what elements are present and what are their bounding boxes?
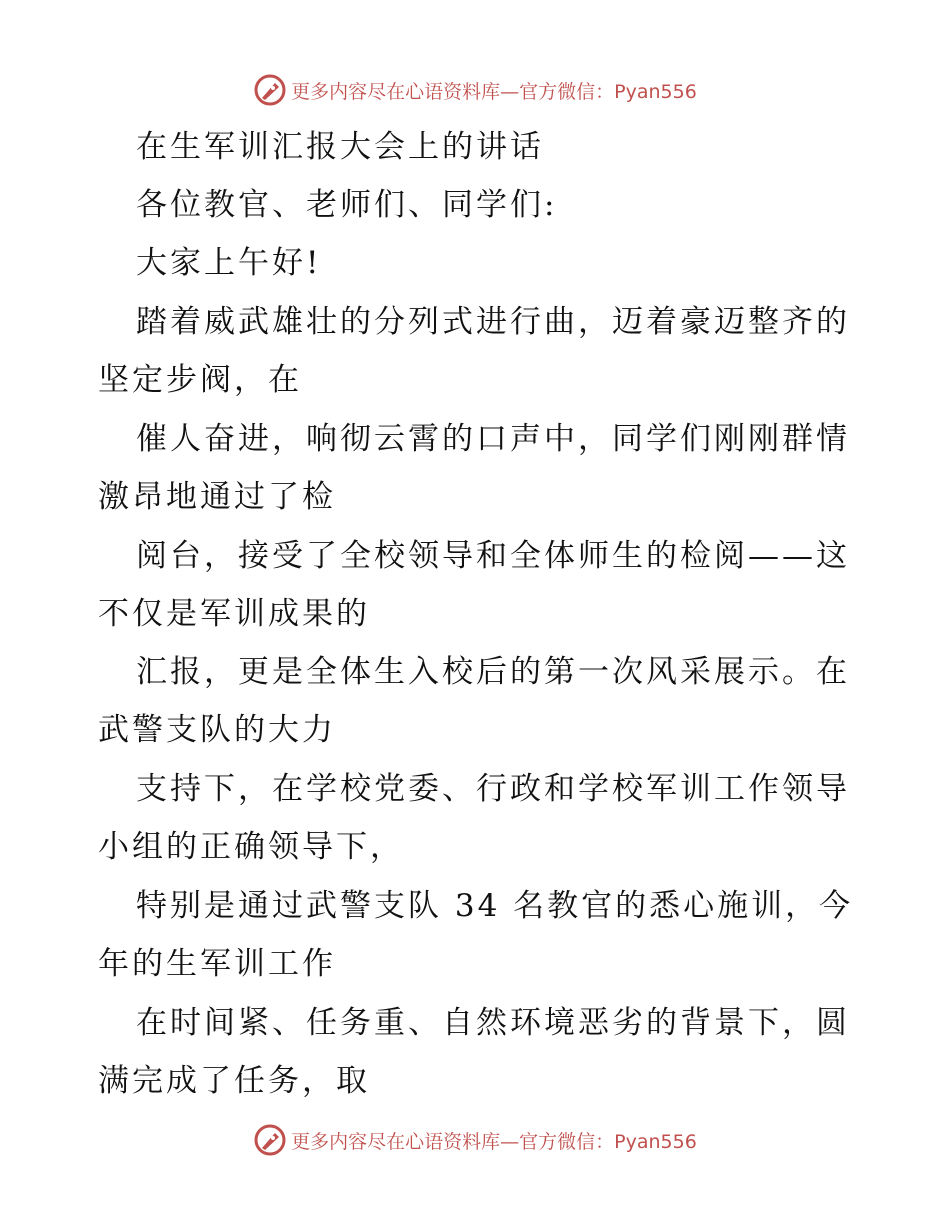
paragraph-line: 踏着威武雄壮的分列式进行曲，迈着豪迈整齐的 [136, 304, 850, 340]
banner-text: 更多内容尽在心语资料库—官方微信：Pyan556 [291, 1130, 697, 1153]
footer-banner [0, 1120, 950, 1160]
document-title: 在生军训汇报大会上的讲话 [136, 129, 544, 165]
wechat-id: Pyan556 [614, 80, 697, 103]
paragraph-line: 特别是通过武警支队 34 名教官的悉心施训，今 [136, 888, 854, 924]
header-banner [0, 70, 950, 110]
paragraph-line: 催人奋进，响彻云霄的口声中，同学们刚刚群情 [136, 421, 850, 457]
paragraph-line: 武警支队的大力 [98, 712, 336, 748]
salutation: 各位教官、老师们、同学们: [136, 187, 558, 223]
pen-nib-logo-icon [253, 73, 287, 107]
paragraph-line: 阅台，接受了全校领导和全体师生的检阅——这 [136, 538, 850, 574]
paragraph-line: 小组的正确领导下， [98, 829, 404, 865]
banner-text: 更多内容尽在心语资料库—官方微信：Pyan556 [291, 80, 697, 103]
pen-nib-logo-icon [253, 1123, 287, 1157]
wechat-id: Pyan556 [614, 1130, 697, 1153]
paragraph-line: 在时间紧、任务重、自然环境恶劣的背景下，圆 [136, 1005, 850, 1041]
paragraph-line: 激昂地通过了检 [98, 479, 336, 515]
greeting: 大家上午好! [136, 245, 322, 281]
paragraph-line: 年的生军训工作 [98, 946, 336, 982]
paragraph-line: 满完成了任务，取 [98, 1063, 370, 1099]
paragraph-line: 支持下，在学校党委、行政和学校军训工作领导 [136, 771, 850, 807]
paragraph-line: 坚定步阀，在 [98, 362, 302, 398]
paragraph-line: 汇报，更是全体生入校后的第一次风采展示。在 [136, 654, 850, 690]
paragraph-line: 不仅是军训成果的 [98, 596, 370, 632]
